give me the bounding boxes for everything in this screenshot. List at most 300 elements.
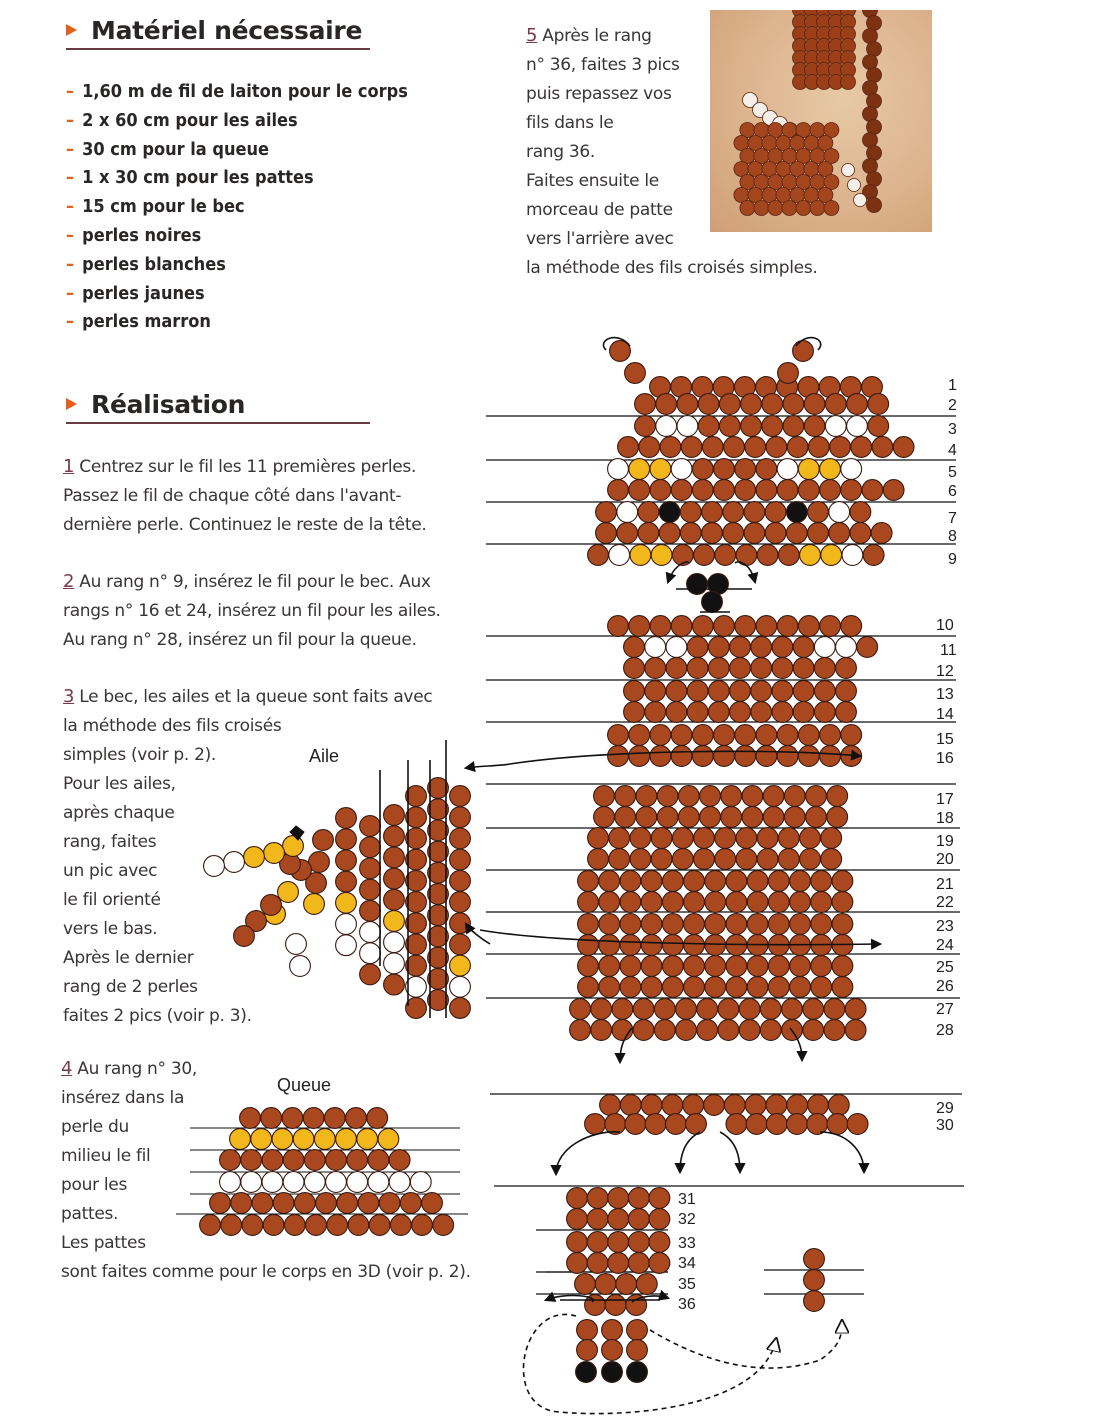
bead (811, 892, 832, 913)
bead (599, 914, 620, 935)
bead (630, 545, 651, 566)
bead (692, 746, 713, 767)
row-number: 33 (678, 1235, 696, 1252)
bead (577, 1340, 598, 1361)
bead (804, 1291, 825, 1312)
bead (700, 807, 721, 828)
row-number: 18 (936, 810, 954, 827)
bead (832, 914, 853, 935)
bead (751, 637, 772, 658)
bead (336, 871, 357, 892)
bead (836, 681, 857, 702)
bead (567, 1209, 588, 1230)
step-2: 2 Au rang n° 9, insérez le fil pour le bec. Aux rangs n° 16 et 24, insérez un fil pour les ailes. Au rang n° 28, insérez un fil pour la queue. (63, 571, 441, 650)
row-number: 32 (678, 1211, 696, 1228)
bead (836, 637, 857, 658)
bead (714, 725, 735, 746)
bead (827, 1114, 848, 1135)
bead (762, 416, 783, 437)
bead (578, 914, 599, 935)
bead (736, 828, 757, 849)
bead (662, 871, 683, 892)
bead (336, 892, 357, 913)
bead (830, 437, 851, 458)
bead (360, 858, 381, 879)
bead (793, 681, 814, 702)
bead (715, 828, 736, 849)
bead (282, 1108, 303, 1129)
bead (687, 658, 708, 679)
bead (641, 956, 662, 977)
bead (450, 976, 471, 997)
bead (261, 1108, 282, 1129)
bead (293, 1129, 314, 1150)
bead (656, 416, 677, 437)
bead (832, 871, 853, 892)
bead (230, 1129, 251, 1150)
bead (730, 681, 751, 702)
bead (666, 702, 687, 723)
row-number: 26 (936, 978, 954, 995)
bead (692, 459, 713, 480)
bead (747, 914, 768, 935)
bead (765, 502, 786, 523)
bead (680, 502, 701, 523)
bead (804, 394, 825, 415)
bead (347, 1150, 368, 1171)
bead (702, 592, 723, 613)
bead (793, 341, 814, 362)
row-number: 11 (940, 642, 957, 659)
bead (841, 616, 862, 637)
bead (620, 871, 641, 892)
bead (665, 1114, 686, 1135)
bead (313, 830, 334, 851)
label-queue: Queue (277, 1075, 332, 1095)
bead (596, 523, 617, 544)
bead (787, 1095, 808, 1116)
bead (847, 394, 868, 415)
bead (824, 999, 845, 1020)
row-number: 15 (936, 731, 954, 748)
bead (768, 956, 789, 977)
bead (633, 999, 654, 1020)
bead (768, 914, 789, 935)
bead (841, 725, 862, 746)
bead (641, 892, 662, 913)
bead (751, 681, 772, 702)
bead (336, 850, 357, 871)
bead (635, 394, 656, 415)
bead (662, 977, 683, 998)
bead (283, 1172, 304, 1193)
bead (708, 702, 729, 723)
bead (662, 935, 683, 956)
row-number: 8 (948, 528, 957, 545)
bead (829, 502, 850, 523)
bead (636, 1274, 657, 1295)
bead (883, 480, 904, 501)
bead (868, 394, 889, 415)
bead (704, 1095, 725, 1116)
bead (790, 956, 811, 977)
bead (422, 1193, 443, 1214)
bead (360, 900, 381, 921)
bead (678, 807, 699, 828)
bead (756, 480, 777, 501)
bead (608, 616, 629, 637)
bead (744, 523, 765, 544)
bead (756, 725, 777, 746)
bead (650, 480, 671, 501)
bead (798, 746, 819, 767)
bead (666, 637, 687, 658)
bead (798, 725, 819, 746)
bead (617, 502, 638, 523)
bead (594, 786, 615, 807)
bead (651, 849, 672, 870)
bead (609, 849, 630, 870)
bead (820, 616, 841, 637)
row-number: 12 (936, 663, 954, 680)
bead (591, 999, 612, 1020)
bead (575, 1274, 596, 1295)
bead (871, 523, 892, 544)
list-item: – perles jaunes (66, 282, 205, 304)
bead (757, 545, 778, 566)
bead (450, 892, 471, 913)
bead (390, 1215, 411, 1236)
bead (798, 459, 819, 480)
bead (735, 480, 756, 501)
bead (841, 480, 862, 501)
bead (304, 1150, 325, 1171)
bead (659, 502, 680, 523)
bead (768, 871, 789, 892)
bead (577, 1320, 598, 1341)
bead (814, 702, 835, 723)
bead (747, 871, 768, 892)
bead (726, 1114, 747, 1135)
bead (641, 871, 662, 892)
bead (602, 1320, 623, 1341)
bead (808, 502, 829, 523)
bead (384, 868, 405, 889)
bead (824, 1020, 845, 1041)
bead (683, 1095, 704, 1116)
realisation-heading-text: Réalisation (91, 390, 246, 419)
row-number: 4 (948, 442, 957, 459)
bead (804, 1270, 825, 1291)
bead (684, 914, 705, 935)
bead (576, 1362, 597, 1383)
bead (726, 914, 747, 935)
step-5: 5 Après le rang n° 36, faites 3 pics puis repassez vos fils dans le rang 36. Faites ensuite le morceau de patte vers l'arrière avec la méthode des fils croisés simples. (526, 25, 818, 278)
bead (850, 502, 871, 523)
bead (316, 1193, 337, 1214)
bead (410, 1172, 431, 1193)
bead (694, 849, 715, 870)
bead (730, 702, 751, 723)
bead (450, 913, 471, 934)
bead (708, 681, 729, 702)
bead (657, 786, 678, 807)
bead (705, 871, 726, 892)
bead (384, 932, 405, 953)
bead (730, 637, 751, 658)
bead (766, 1114, 787, 1135)
list-item: – perles noires (66, 224, 202, 246)
bead (636, 807, 657, 828)
bead (684, 935, 705, 956)
bead (811, 914, 832, 935)
bead (747, 892, 768, 913)
bead (705, 892, 726, 913)
bead (630, 828, 651, 849)
bead (650, 459, 671, 480)
bead (726, 871, 747, 892)
bead (649, 1188, 670, 1209)
bead (221, 1215, 242, 1236)
list-item: – 1,60 m de fil de laiton pour le corps (66, 81, 408, 102)
bead (645, 702, 666, 723)
bead (384, 889, 405, 910)
bead (811, 977, 832, 998)
bead (735, 746, 756, 767)
bead (627, 1362, 648, 1383)
bead (624, 681, 645, 702)
bead (692, 725, 713, 746)
bead (599, 956, 620, 977)
bead (384, 847, 405, 868)
bead (608, 480, 629, 501)
bead (662, 914, 683, 935)
bead (620, 956, 641, 977)
list-item: – 1 x 30 cm pour les pattes (66, 167, 314, 189)
bead (868, 416, 889, 437)
bead (625, 1114, 646, 1135)
bead (360, 879, 381, 900)
bead (578, 871, 599, 892)
bead (787, 437, 808, 458)
bead (641, 914, 662, 935)
bead (367, 1108, 388, 1129)
bead (616, 1274, 637, 1295)
bead (645, 658, 666, 679)
bead (893, 437, 914, 458)
bead (649, 1209, 670, 1230)
row-number: 1 (948, 377, 957, 394)
bead (627, 1340, 648, 1361)
bead (596, 502, 617, 523)
bead (772, 702, 793, 723)
row-number: 10 (936, 617, 954, 634)
bead (360, 943, 381, 964)
bead (384, 911, 405, 932)
bead (608, 1232, 629, 1253)
bead (384, 974, 405, 995)
bead (811, 871, 832, 892)
bead (708, 658, 729, 679)
bead (570, 999, 591, 1020)
bead (284, 1215, 305, 1236)
bead (698, 416, 719, 437)
bead (772, 658, 793, 679)
bead (814, 637, 835, 658)
bead (624, 658, 645, 679)
bead (262, 1150, 283, 1171)
bead (702, 523, 723, 544)
bead (666, 681, 687, 702)
row-number: 2 (948, 397, 957, 414)
bead (650, 725, 671, 746)
bead (304, 894, 325, 915)
bead (666, 658, 687, 679)
bead (368, 1150, 389, 1171)
materiel-heading-text: Matériel nécessaire (91, 16, 363, 45)
list-item: – 15 cm pour le bec (66, 196, 245, 218)
row-number: 22 (936, 894, 954, 911)
bead (570, 1020, 591, 1041)
bead (629, 746, 650, 767)
bead (628, 1253, 649, 1274)
bead (811, 956, 832, 977)
bead (360, 816, 381, 837)
bead (723, 502, 744, 523)
bead (450, 998, 471, 1019)
row-number: 29 (936, 1100, 954, 1117)
bead (857, 637, 878, 658)
bead (412, 1215, 433, 1236)
bead (608, 1209, 629, 1230)
bead (756, 746, 777, 767)
bead (629, 459, 650, 480)
row-number: 5 (948, 464, 957, 481)
bead (450, 828, 471, 849)
bead (624, 702, 645, 723)
bead (638, 523, 659, 544)
bead (790, 871, 811, 892)
bead (594, 807, 615, 828)
bead (625, 363, 646, 384)
bead (692, 480, 713, 501)
bead (828, 1095, 849, 1116)
bead (832, 977, 853, 998)
bead (278, 882, 299, 903)
row-number: 25 (936, 959, 954, 976)
wire-path (650, 1322, 842, 1368)
bead (793, 658, 814, 679)
bead (705, 956, 726, 977)
bead (705, 914, 726, 935)
bead (336, 829, 357, 850)
bead (600, 1095, 621, 1116)
bead (814, 681, 835, 702)
bead (314, 1129, 335, 1150)
row-number: 21 (936, 876, 954, 893)
row-number: 17 (936, 791, 954, 808)
bead (806, 807, 827, 828)
row-number: 23 (936, 918, 954, 935)
bead (841, 459, 862, 480)
bead (612, 999, 633, 1020)
bead (782, 999, 803, 1020)
bead (200, 1215, 221, 1236)
bead (567, 1188, 588, 1209)
bead (286, 934, 307, 955)
bead (745, 1095, 766, 1116)
bead (602, 1362, 623, 1383)
bead (772, 637, 793, 658)
bead (650, 616, 671, 637)
bead (714, 480, 735, 501)
bead (719, 416, 740, 437)
bead (378, 1129, 399, 1150)
bead (723, 523, 744, 544)
bead (294, 1193, 315, 1214)
bead (677, 416, 698, 437)
list-item: – 2 x 60 cm pour les ailes (66, 109, 298, 131)
bead (687, 681, 708, 702)
wire-path (680, 1132, 700, 1172)
wire-path (466, 764, 510, 768)
bead (283, 1150, 304, 1171)
bead (620, 935, 641, 956)
bead (654, 1020, 675, 1041)
bead (588, 545, 609, 566)
bead (778, 849, 799, 870)
bead (450, 934, 471, 955)
bead (760, 1020, 781, 1041)
bead (697, 999, 718, 1020)
bead (348, 1215, 369, 1236)
bead (645, 1114, 666, 1135)
bead (252, 1193, 273, 1214)
bead (697, 1020, 718, 1041)
row-number: 27 (936, 1001, 954, 1018)
bead (742, 786, 763, 807)
bead (264, 843, 285, 864)
bead (368, 1172, 389, 1193)
bead (629, 616, 650, 637)
row-number: 28 (936, 1022, 954, 1039)
bead (777, 616, 798, 637)
bead (326, 1172, 347, 1193)
bead (336, 1129, 357, 1150)
bead (777, 459, 798, 480)
bead (680, 523, 701, 544)
bead (605, 1295, 626, 1316)
bead (821, 849, 842, 870)
bead (705, 977, 726, 998)
bead (244, 847, 265, 868)
bead (303, 1108, 324, 1129)
bead (804, 416, 825, 437)
bead (220, 1150, 241, 1171)
bead (379, 1193, 400, 1214)
bead (836, 702, 857, 723)
bead (657, 807, 678, 828)
bead (747, 956, 768, 977)
bead (609, 828, 630, 849)
row-number: 14 (936, 706, 954, 723)
bead (694, 545, 715, 566)
bead (641, 1095, 662, 1116)
bead (790, 977, 811, 998)
bead (784, 807, 805, 828)
bead (821, 545, 842, 566)
bead (660, 437, 681, 458)
